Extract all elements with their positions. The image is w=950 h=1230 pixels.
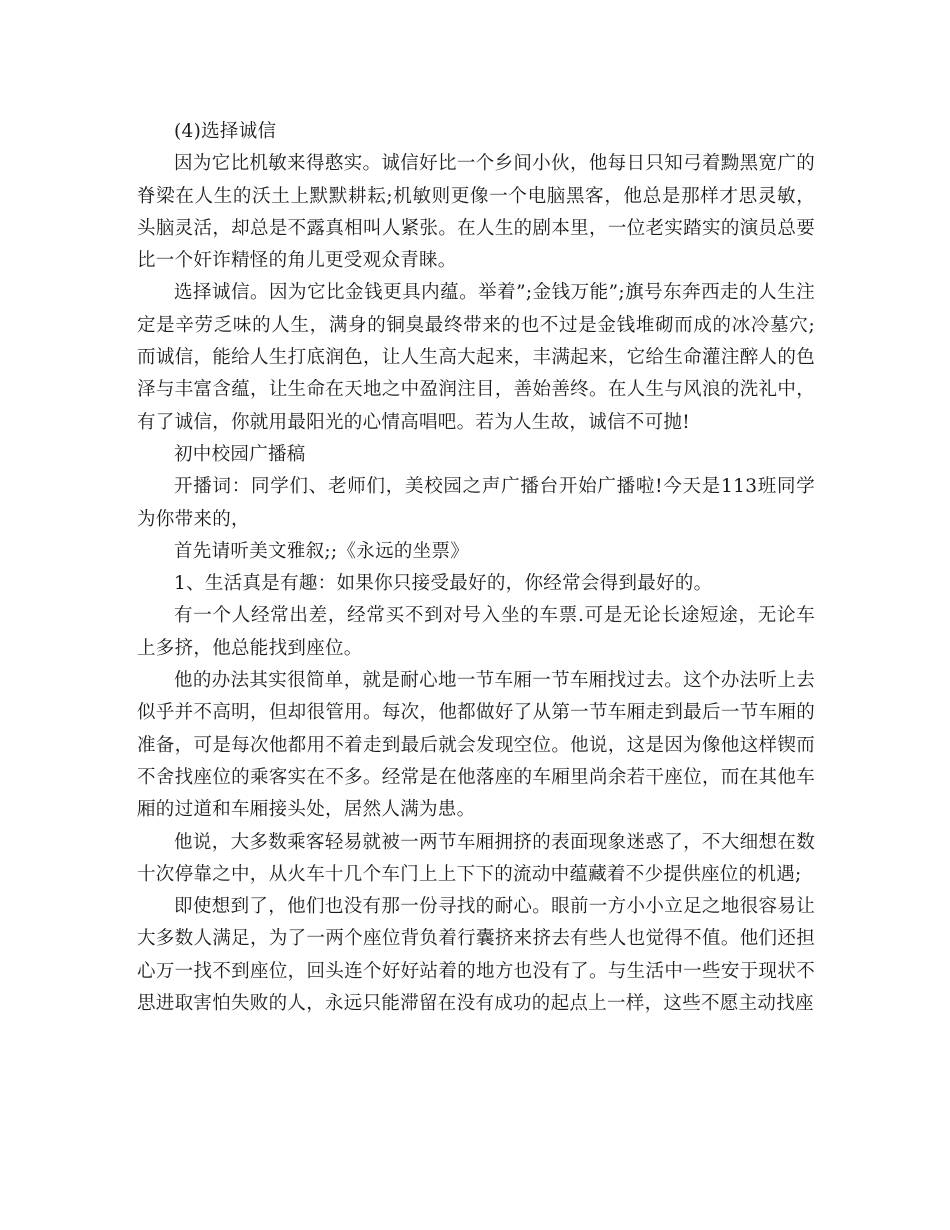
paragraph: 首先请听美文雅叙;;《永远的坐票》 xyxy=(174,540,470,562)
paragraph: 因为它比机敏来得憨实。诚信好比一个乡间小伙，他每日只知弓着黝黑宽广的脊梁在人生的沃土上默默耕耘;机敏则更像一个电脑黑客，他总是那样才思灵敏，头脑灵活，却总是不露真相叫人紧张。在人生的剧本里，一位老实踏实的演员总要比一个奸诈精怪的角儿更受观众青睐。 xyxy=(137,153,815,272)
paragraph: 1、生活真是有趣：如果你只接受最好的，你经常会得到最好的。 xyxy=(174,573,713,595)
paragraph: 选择诚信。因为它比金钱更具内蕴。举着”;金钱万能”;旗号东奔西走的人生注定是辛劳乏味的人生，满身的铜臭最终带来的也不过是金钱堆砌而成的冰冷墓穴;而诚信，能给人生打底润色，让人生高大起来，丰满起来，它给生命灌注醉人的色泽与丰富含蕴，让生命在天地之中盈润注目，善始善终。在人生与风浪的洗礼中，有了诚信，你就用最阳光的心情高唱吧。若为人生故，诚信不可抛! xyxy=(137,282,815,433)
paragraph: 他的办法其实很简单，就是耐心地一节车厢一节车厢找过去。这个办法听上去似乎并不高明，但却很管用。每次，他都做好了从第一节车厢走到最后一节车厢的准备，可是每次他都用不着走到最后就会发现空位。他说，这是因为像他这样锲而不舍找座位的乘客实在不多。经常是在他落座的车厢里尚余若干座位，而在其他车厢的过道和车厢接头处，居然人满为患。 xyxy=(137,670,815,821)
paragraph-heading-choose-integrity: (4)选择诚信 xyxy=(174,121,277,142)
paragraph: 即使想到了，他们也没有那一份寻找的耐心。眼前一方小小立足之地很容易让大多数人满足，为了一两个座位背负着行囊挤来挤去有些人也觉得不值。他们还担心万一找不到座位，回头连个好好站着的地方也没有了。与生活中一些安于现状不思进取害怕失败的人，永远只能滞留在没有成功的起点上一样，这些不愿主动找座 xyxy=(137,896,815,1015)
paragraph: 有一个人经常出差，经常买不到对号入坐的车票.可是无论长途短途，无论车上多挤，他总能找到座位。 xyxy=(137,605,815,659)
paragraph: 开播词：同学们、老师们，美校园之声广播台开始广播啦!今天是113班同学为你带来的， xyxy=(137,476,815,530)
paragraph: 他说，大多数乘客轻易就被一两节车厢拥挤的表面现象迷惑了，不大细想在数十次停靠之中，从火车十几个车门上上下下的流动中蕴藏着不少提供座位的机遇; xyxy=(137,831,815,885)
document-body xyxy=(137,116,815,1020)
paragraph-heading-broadcast: 初中校园广播稿 xyxy=(174,443,306,465)
